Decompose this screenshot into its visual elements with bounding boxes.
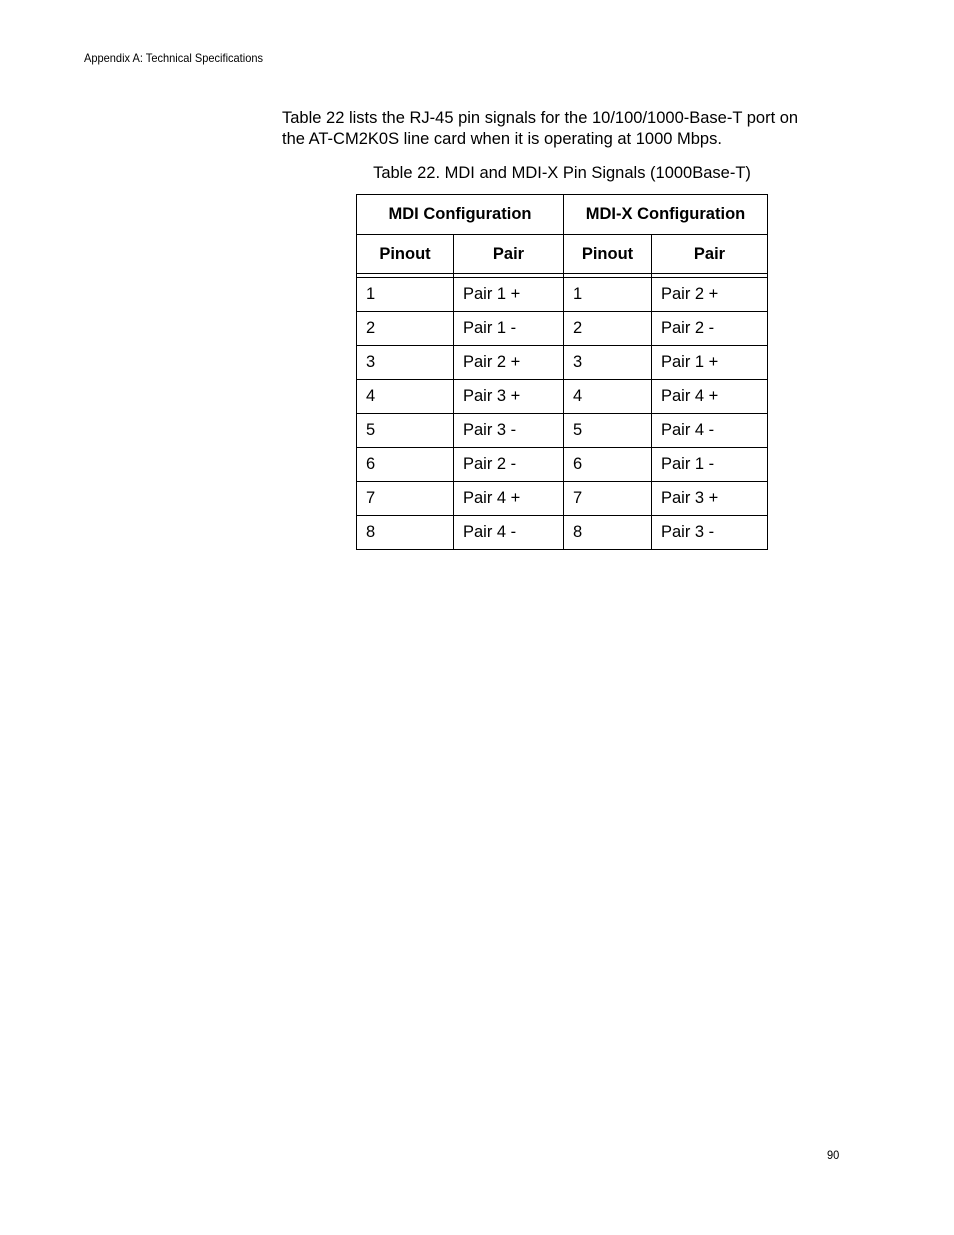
mdi-pinout-cell: 8 bbox=[357, 516, 454, 550]
group-header-row bbox=[357, 195, 768, 235]
mdi-x-pinout-cell: 6 bbox=[564, 448, 652, 482]
mdi-pinout-cell: 4 bbox=[357, 380, 454, 414]
mdi-pair-cell: Pair 4 + bbox=[454, 482, 564, 516]
table-caption: Table 22. MDI and MDI-X Pin Signals (1000Base-T) bbox=[373, 164, 751, 182]
intro-line-2: the AT-CM2K0S line card when it is operating at 1000 Mbps. bbox=[282, 130, 722, 148]
mdi-pair-cell: Pair 4 - bbox=[454, 516, 564, 550]
mdi-x-pinout-header: Pinout bbox=[564, 235, 652, 274]
mdi-x-pair-cell: Pair 1 - bbox=[652, 448, 768, 482]
mdi-x-pair-cell: Pair 3 - bbox=[652, 516, 768, 550]
mdi-pinout-header: Pinout bbox=[357, 235, 454, 274]
table-row bbox=[357, 448, 768, 482]
mdi-pinout-cell: 5 bbox=[357, 414, 454, 448]
mdi-configuration-header: MDI Configuration bbox=[357, 195, 564, 235]
mdi-x-pair-cell: Pair 1 + bbox=[652, 346, 768, 380]
mdi-pinout-cell: 7 bbox=[357, 482, 454, 516]
mdi-x-pinout-cell: 5 bbox=[564, 414, 652, 448]
table-row bbox=[357, 380, 768, 414]
table-row bbox=[357, 312, 768, 346]
mdi-x-pair-cell: Pair 3 + bbox=[652, 482, 768, 516]
pin-signals-table bbox=[356, 194, 768, 550]
mdi-x-pair-cell: Pair 2 + bbox=[652, 278, 768, 312]
intro-paragraph bbox=[282, 108, 842, 150]
mdi-x-configuration-header: MDI-X Configuration bbox=[564, 195, 768, 235]
mdi-x-pair-header: Pair bbox=[652, 235, 768, 274]
mdi-x-pinout-cell: 4 bbox=[564, 380, 652, 414]
mdi-pair-header: Pair bbox=[454, 235, 564, 274]
mdi-pinout-cell: 3 bbox=[357, 346, 454, 380]
mdi-pair-cell: Pair 1 + bbox=[454, 278, 564, 312]
mdi-pinout-cell: 2 bbox=[357, 312, 454, 346]
mdi-pair-cell: Pair 3 - bbox=[454, 414, 564, 448]
mdi-pinout-cell: 1 bbox=[357, 278, 454, 312]
table-row bbox=[357, 346, 768, 380]
mdi-x-pair-cell: Pair 4 + bbox=[652, 380, 768, 414]
mdi-x-pinout-cell: 7 bbox=[564, 482, 652, 516]
page-number: 90 bbox=[827, 1148, 840, 1162]
column-header-row bbox=[357, 235, 768, 274]
mdi-x-pair-cell: Pair 4 - bbox=[652, 414, 768, 448]
mdi-x-pinout-cell: 3 bbox=[564, 346, 652, 380]
mdi-x-pair-cell: Pair 2 - bbox=[652, 312, 768, 346]
table-row bbox=[357, 516, 768, 550]
table-row bbox=[357, 278, 768, 312]
running-header: Appendix A: Technical Specifications bbox=[84, 51, 264, 65]
table-row bbox=[357, 482, 768, 516]
intro-line-1: Table 22 lists the RJ-45 pin signals for the 10/100/1000-Base-T port on bbox=[282, 109, 799, 127]
mdi-x-pinout-cell: 8 bbox=[564, 516, 652, 550]
mdi-pinout-cell: 6 bbox=[357, 448, 454, 482]
mdi-pair-cell: Pair 1 - bbox=[454, 312, 564, 346]
table-body bbox=[357, 274, 768, 550]
mdi-pair-cell: Pair 2 - bbox=[454, 448, 564, 482]
mdi-x-pinout-cell: 1 bbox=[564, 278, 652, 312]
mdi-pair-cell: Pair 2 + bbox=[454, 346, 564, 380]
mdi-pair-cell: Pair 3 + bbox=[454, 380, 564, 414]
mdi-x-pinout-cell: 2 bbox=[564, 312, 652, 346]
table-row bbox=[357, 414, 768, 448]
